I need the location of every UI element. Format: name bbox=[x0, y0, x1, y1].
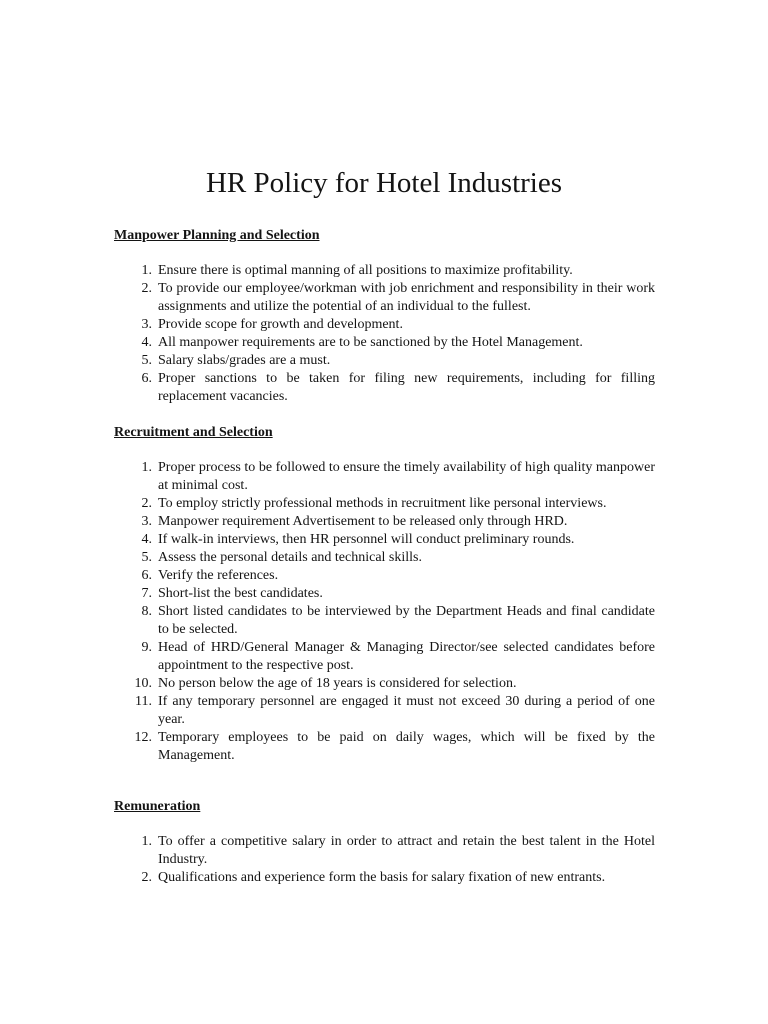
list-item-number: 1. bbox=[141, 263, 152, 278]
list-item-number: 5. bbox=[141, 550, 152, 565]
list-item-number: 2. bbox=[141, 870, 152, 885]
list-item-text: All manpower requirements are to be sanctioned by the Hotel Management. bbox=[158, 335, 583, 350]
list-item-number: 6. bbox=[141, 568, 152, 583]
section-heading-remuneration: Remuneration bbox=[114, 799, 201, 814]
list-item bbox=[114, 639, 655, 675]
list-item-text: Short-list the best candidates. bbox=[158, 586, 323, 601]
list-item bbox=[114, 729, 655, 765]
recruitment-list bbox=[114, 459, 655, 765]
list-item-text: To offer a competitive salary in order to attract and retain the best talent in the Hotel Industry. bbox=[158, 834, 655, 867]
list-item-number: 9. bbox=[141, 640, 152, 655]
list-item-text: Manpower requirement Advertisement to be released only through HRD. bbox=[158, 514, 568, 529]
list-item-text: Head of HRD/General Manager & Managing Director/see selected candidates before appointment to the respective post. bbox=[158, 640, 655, 673]
list-item-number: 8. bbox=[141, 604, 152, 619]
list-item-number: 11. bbox=[135, 694, 152, 709]
list-item bbox=[114, 585, 655, 603]
list-item-text: If walk-in interviews, then HR personnel will conduct preliminary rounds. bbox=[158, 532, 575, 547]
list-item-number: 3. bbox=[141, 514, 152, 529]
list-item-text: Assess the personal details and technical skills. bbox=[158, 550, 422, 565]
list-item bbox=[114, 334, 655, 352]
list-item bbox=[114, 459, 655, 495]
section-heading-recruitment: Recruitment and Selection bbox=[114, 425, 273, 440]
list-item-number: 1. bbox=[141, 834, 152, 849]
list-item-number: 6. bbox=[141, 371, 152, 386]
list-item-text: Verify the references. bbox=[158, 568, 279, 583]
list-item-text: Provide scope for growth and development. bbox=[158, 317, 403, 332]
list-item-text: No person below the age of 18 years is considered for selection. bbox=[158, 676, 517, 691]
list-item-text: Temporary employees to be paid on daily wages, which will be fixed by the Management. bbox=[158, 730, 655, 763]
list-item bbox=[114, 675, 655, 693]
list-item-number: 3. bbox=[141, 317, 152, 332]
manpower-planning-list bbox=[114, 262, 655, 406]
list-item bbox=[114, 495, 655, 513]
list-item-number: 7. bbox=[141, 586, 152, 601]
list-item bbox=[114, 603, 655, 639]
list-item bbox=[114, 370, 655, 406]
list-item-number: 10. bbox=[134, 676, 152, 691]
list-item-text: To provide our employee/workman with job enrichment and responsibility in their work assignments and utilize the potential of an individual to the fullest. bbox=[158, 281, 655, 314]
list-item-text: Proper process to be followed to ensure the timely availability of high quality manpower at minimal cost. bbox=[158, 460, 655, 493]
list-item bbox=[114, 693, 655, 729]
list-item bbox=[114, 833, 655, 869]
list-item bbox=[114, 869, 655, 887]
document-title: HR Policy for Hotel Industries bbox=[205, 167, 562, 199]
list-item-number: 2. bbox=[141, 281, 152, 296]
list-item-number: 4. bbox=[141, 532, 152, 547]
list-item-number: 4. bbox=[141, 335, 152, 350]
list-item-text: Proper sanctions to be taken for filing new requirements, including for filling replacement vacancies. bbox=[158, 371, 655, 404]
list-item bbox=[114, 352, 655, 370]
list-item bbox=[114, 280, 655, 316]
list-item-number: 5. bbox=[141, 353, 152, 368]
list-item-text: If any temporary personnel are engaged it must not exceed 30 during a period of one year. bbox=[158, 694, 655, 727]
remuneration-list bbox=[114, 833, 655, 887]
list-item-number: 12. bbox=[134, 730, 152, 745]
list-item-text: Short listed candidates to be interviewed by the Department Heads and final candidate to be selected. bbox=[158, 604, 655, 637]
list-item-number: 1. bbox=[141, 460, 152, 475]
list-item bbox=[114, 513, 655, 531]
list-item-text: Salary slabs/grades are a must. bbox=[158, 353, 331, 368]
list-item-text: Qualifications and experience form the basis for salary fixation of new entrants. bbox=[158, 870, 606, 885]
list-item-text: Ensure there is optimal manning of all positions to maximize profitability. bbox=[158, 263, 573, 278]
section-heading-manpower-planning: Manpower Planning and Selection bbox=[114, 228, 320, 243]
list-item bbox=[114, 567, 655, 585]
list-item-number: 2. bbox=[141, 496, 152, 511]
list-item bbox=[114, 531, 655, 549]
list-item bbox=[114, 316, 655, 334]
list-item bbox=[114, 549, 655, 567]
list-item-text: To employ strictly professional methods in recruitment like personal interviews. bbox=[158, 496, 607, 511]
list-item bbox=[114, 262, 655, 280]
